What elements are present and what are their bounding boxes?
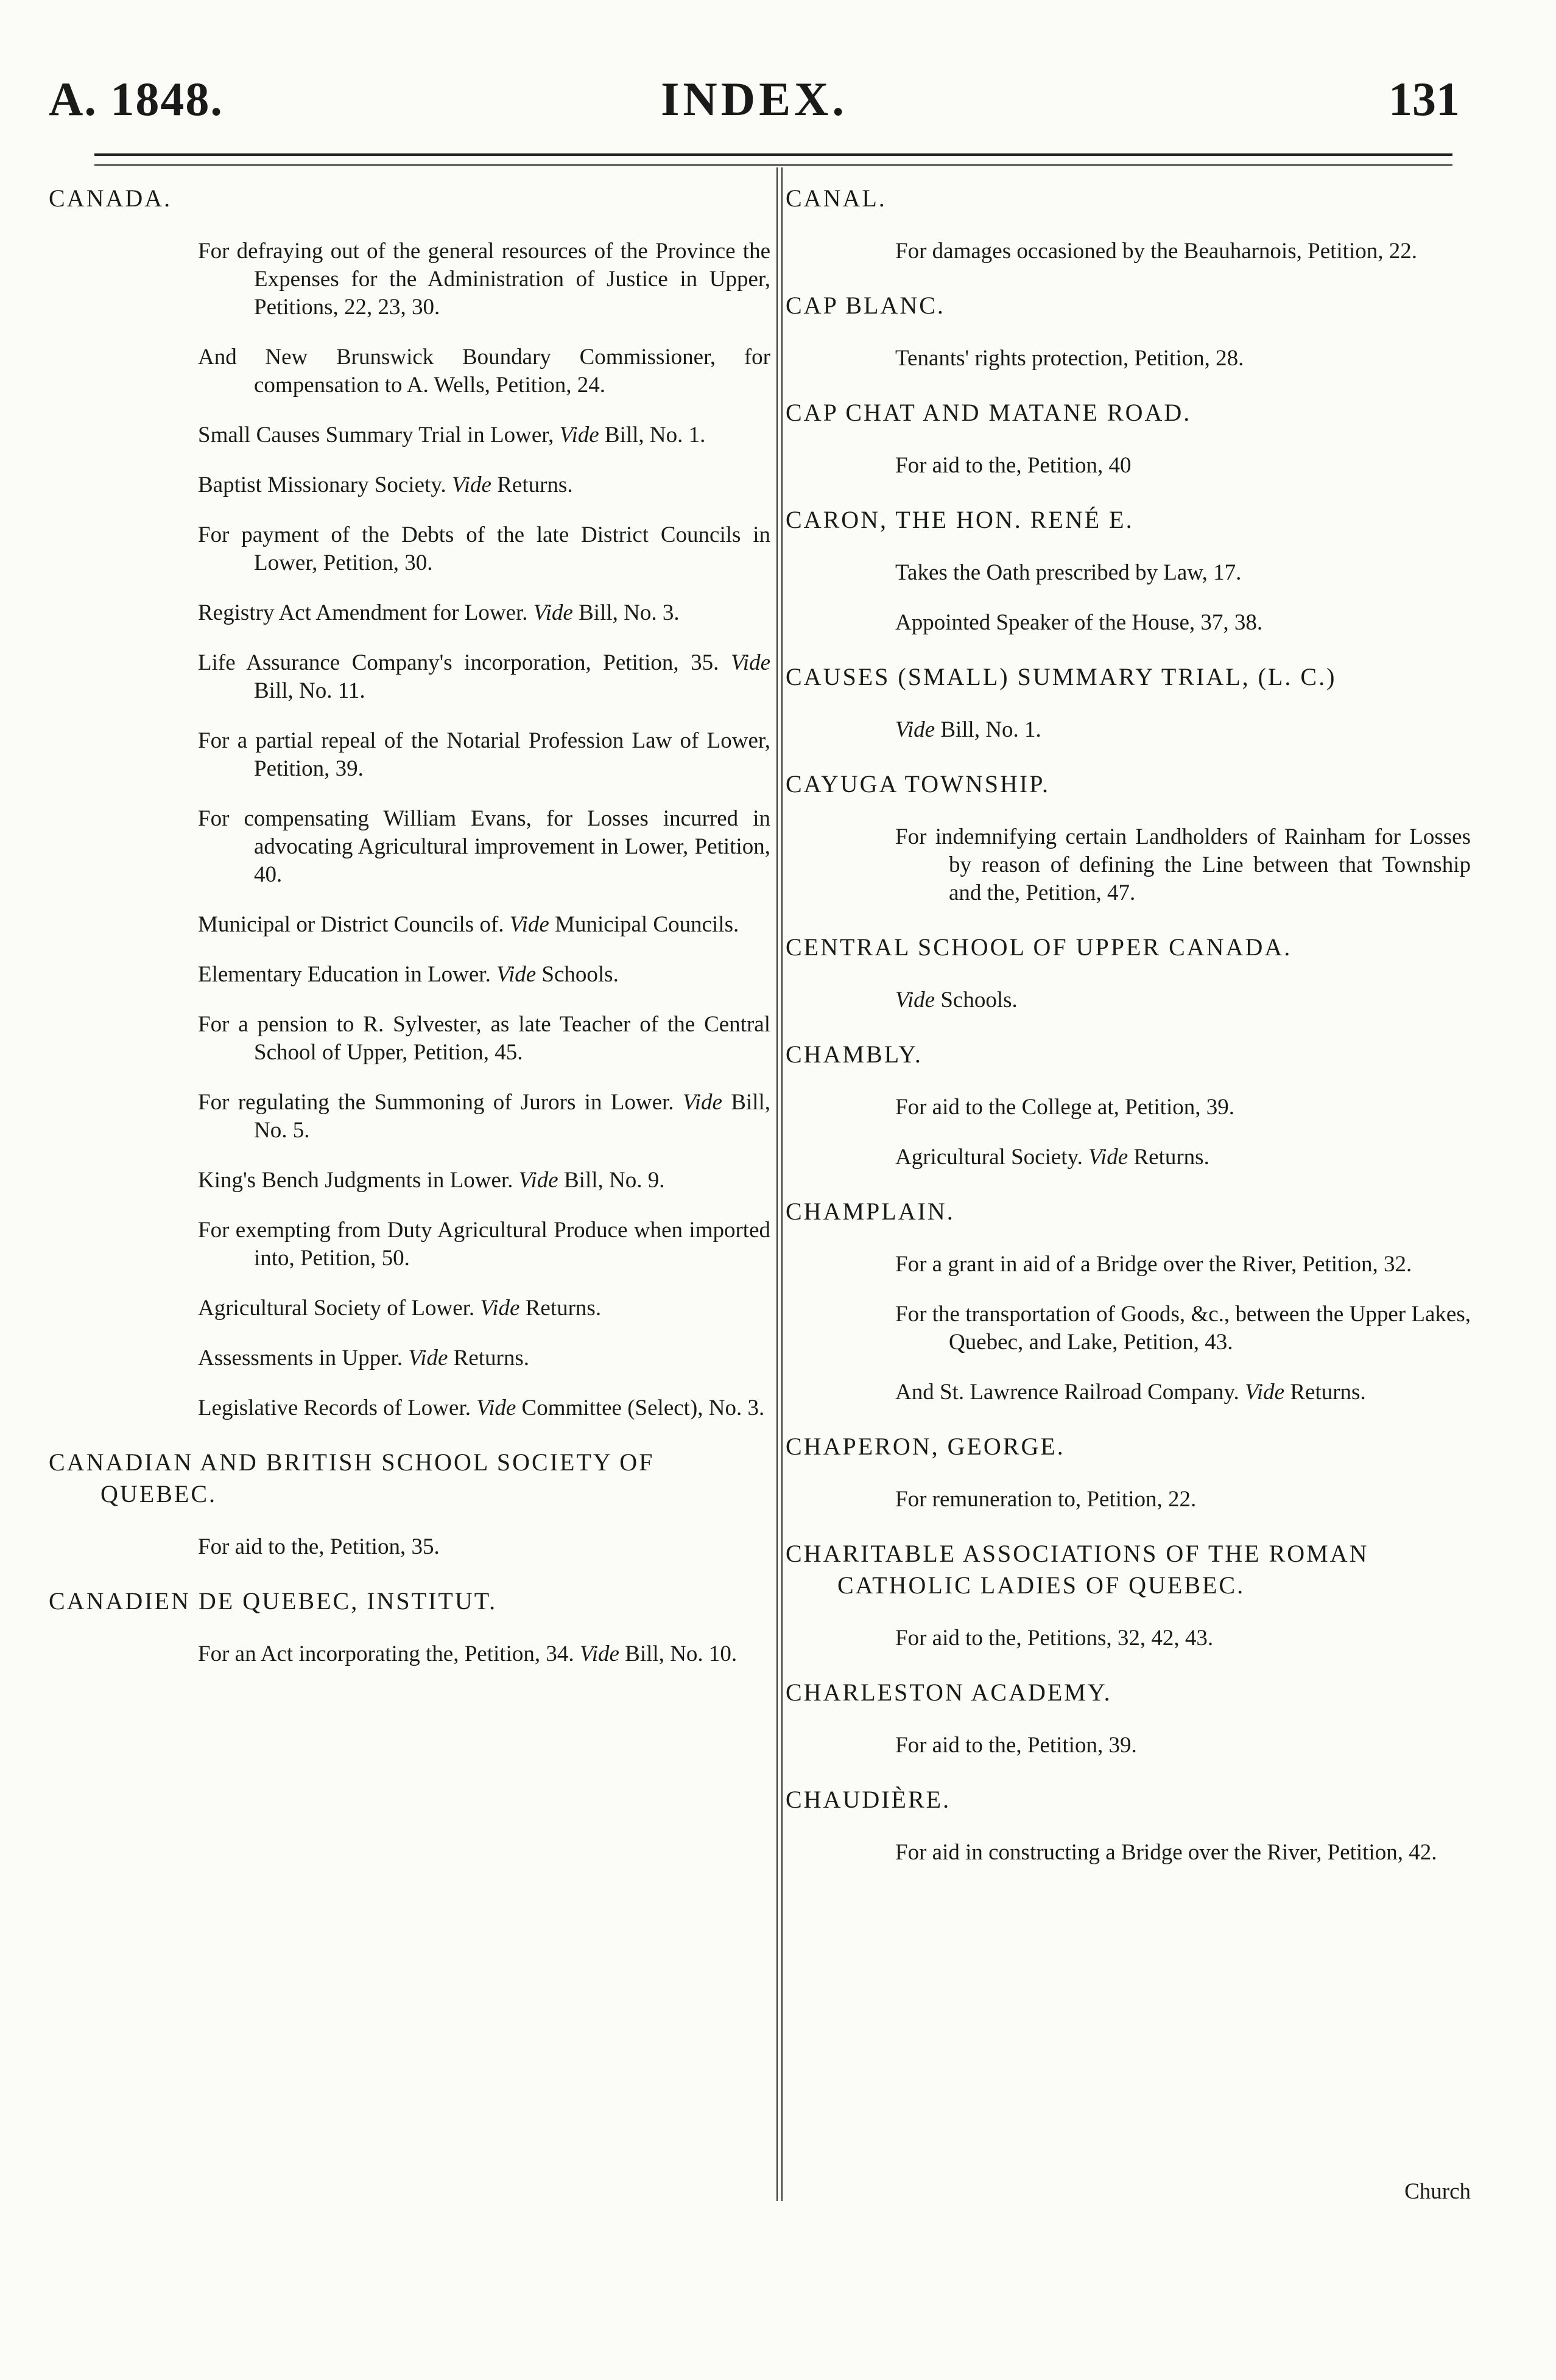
index-entry: Registry Act Amendment for Lower. Vide Bill, No. 3. — [198, 600, 680, 625]
index-section-chambly — [786, 1039, 1471, 1171]
index-section-canadien-quebec — [49, 1585, 770, 1668]
index-entry: And St. Lawrence Railroad Company. Vide Returns. — [895, 1380, 1366, 1405]
section-entries — [198, 237, 770, 1422]
section-entries — [895, 1486, 1471, 1514]
index-entry: For an Act incorporating the, Petition, 34. Vide Bill, No. 10. — [198, 1641, 738, 1666]
index-entry: For damages occasioned by the Beauharnois, Petition, 22. — [895, 239, 1417, 264]
index-entry: Legislative Records of Lower. Vide Committee (Select), No. 3. — [198, 1395, 765, 1420]
index-section-central-school — [786, 932, 1471, 1014]
section-heading: CANADIAN AND BRITISH SCHOOL SOCIETY OF QUEBEC. — [49, 1448, 655, 1508]
page-number: 131 — [1389, 72, 1460, 125]
section-entries — [895, 1732, 1471, 1760]
index-entry: For remuneration to, Petition, 22. — [895, 1487, 1197, 1512]
section-entries — [895, 452, 1471, 480]
index-entry: For aid to the, Petition, 39. — [895, 1733, 1137, 1758]
index-section-canada — [49, 183, 770, 1422]
index-section-chaperon — [786, 1431, 1471, 1514]
index-section-caron — [786, 504, 1471, 637]
index-entry: King's Bench Judgments in Lower. Vide Bill, No. 9. — [198, 1168, 665, 1193]
section-heading: CHAMBLY. — [786, 1041, 923, 1068]
index-entry: Assessments in Upper. Vide Returns. — [198, 1346, 529, 1371]
section-entries — [895, 716, 1471, 744]
section-entries — [198, 1533, 770, 1561]
index-section-canal — [786, 183, 1471, 265]
index-entry: For indemnifying certain Landholders of Rainham for Losses by reason of defining the Line between that Township and the, Petition, 47. — [895, 824, 1471, 905]
section-entries — [895, 1093, 1471, 1171]
section-entries — [895, 1624, 1471, 1652]
section-entries — [895, 823, 1471, 907]
index-entry: For regulating the Summoning of Jurors in Lower. Vide Bill, No. 5. — [198, 1090, 770, 1143]
index-entry: Municipal or District Councils of. Vide Municipal Councils. — [198, 912, 739, 937]
section-heading: CARON, THE HON. RENÉ E. — [786, 506, 1134, 533]
index-entry: For compensating William Evans, for Losses incurred in advocating Agricultural improvement in Lower, Petition, 40. — [198, 806, 770, 887]
section-entries — [895, 559, 1471, 637]
index-entry: For aid in constructing a Bridge over the River, Petition, 42. — [895, 1840, 1437, 1865]
column-divider — [776, 167, 783, 2201]
index-entry: Vide Schools. — [895, 988, 1018, 1013]
section-entries — [895, 986, 1471, 1014]
right-column — [786, 183, 1471, 1891]
header-rule — [94, 153, 1452, 166]
section-heading: CAP CHAT AND MATANE ROAD. — [786, 399, 1192, 426]
index-entry: Elementary Education in Lower. Vide Schools. — [198, 962, 619, 987]
section-heading: CHAMPLAIN. — [786, 1198, 955, 1225]
section-entries — [895, 237, 1471, 265]
section-heading: CHAPERON, GEORGE. — [786, 1433, 1065, 1460]
index-entry: Baptist Missionary Society. Vide Returns. — [198, 472, 573, 497]
index-entry: For the transportation of Goods, &c., between the Upper Lakes, Quebec, and Lake, Petition, 43. — [895, 1302, 1471, 1355]
section-entries — [198, 1640, 770, 1668]
index-entry: For aid to the, Petitions, 32, 42, 43. — [895, 1626, 1214, 1651]
index-section-cap-chat — [786, 397, 1471, 480]
index-entry: Agricultural Society of Lower. Vide Returns. — [198, 1296, 602, 1321]
index-section-charleston — [786, 1677, 1471, 1760]
index-section-cap-blanc — [786, 290, 1471, 373]
year-label: A. 1848. — [49, 72, 224, 125]
index-entry: For a grant in aid of a Bridge over the River, Petition, 32. — [895, 1252, 1412, 1277]
index-entry: Takes the Oath prescribed by Law, 17. — [895, 560, 1242, 585]
index-entry: For defraying out of the general resources of the Province the Expenses for the Administration of Justice in Upper, Petitions, 22, 23, 30. — [198, 239, 770, 320]
index-section-cayuga — [786, 768, 1471, 907]
index-entry: And New Brunswick Boundary Commissioner, for compensation to A. Wells, Petition, 24. — [198, 345, 770, 398]
section-heading: CHARLESTON ACADEMY. — [786, 1679, 1112, 1706]
index-section-champlain — [786, 1196, 1471, 1406]
index-entry: For exempting from Duty Agricultural Produce when imported into, Petition, 50. — [198, 1218, 770, 1271]
index-entry: For a partial repeal of the Notarial Profession Law of Lower, Petition, 39. — [198, 728, 770, 781]
section-heading: CHARITABLE ASSOCIATIONS OF THE ROMAN CATHOLIC LADIES OF QUEBEC. — [786, 1540, 1369, 1599]
index-entry: Small Causes Summary Trial in Lower, Vide Bill, No. 1. — [198, 423, 706, 448]
index-section-canadian-british — [49, 1447, 770, 1561]
index-entry: Appointed Speaker of the House, 37, 38. — [895, 610, 1263, 635]
section-heading: CANADA. — [49, 184, 172, 212]
section-heading: CAP BLANC. — [786, 292, 945, 319]
catchword: Church — [1404, 2179, 1471, 2204]
index-section-causes — [786, 661, 1471, 744]
index-entry: For payment of the Debts of the late District Councils in Lower, Petition, 30. — [198, 522, 770, 575]
page-header — [49, 72, 1460, 139]
index-entry: For aid to the College at, Petition, 39. — [895, 1095, 1234, 1120]
index-entry: For aid to the, Petition, 35. — [198, 1534, 440, 1559]
section-heading: CAYUGA TOWNSHIP. — [786, 770, 1051, 798]
index-entry: Vide Bill, No. 1. — [895, 717, 1041, 742]
index-section-chaudiere — [786, 1784, 1471, 1867]
section-heading: CHAUDIÈRE. — [786, 1786, 951, 1813]
index-section-charitable — [786, 1538, 1471, 1652]
section-heading: CAUSES (SMALL) SUMMARY TRIAL, (L. C.) — [786, 663, 1337, 690]
section-heading: CENTRAL SCHOOL OF UPPER CANADA. — [786, 933, 1292, 961]
section-entries — [895, 345, 1471, 373]
index-entry: For a pension to R. Sylvester, as late Teacher of the Central School of Upper, Petition, 45. — [198, 1012, 770, 1065]
section-heading: CANADIEN DE QUEBEC, INSTITUT. — [49, 1587, 498, 1615]
index-entry: For aid to the, Petition, 40 — [895, 453, 1132, 478]
index-entry: Life Assurance Company's incorporation, Petition, 35. Vide Bill, No. 11. — [198, 650, 770, 703]
section-entries — [895, 1839, 1471, 1867]
index-entry: Tenants' rights protection, Petition, 28. — [895, 346, 1244, 371]
section-entries — [895, 1251, 1471, 1406]
page-title: INDEX. — [661, 72, 848, 125]
left-column — [49, 183, 770, 1693]
index-entry: Agricultural Society. Vide Returns. — [895, 1145, 1209, 1170]
section-heading: CANAL. — [786, 184, 887, 212]
